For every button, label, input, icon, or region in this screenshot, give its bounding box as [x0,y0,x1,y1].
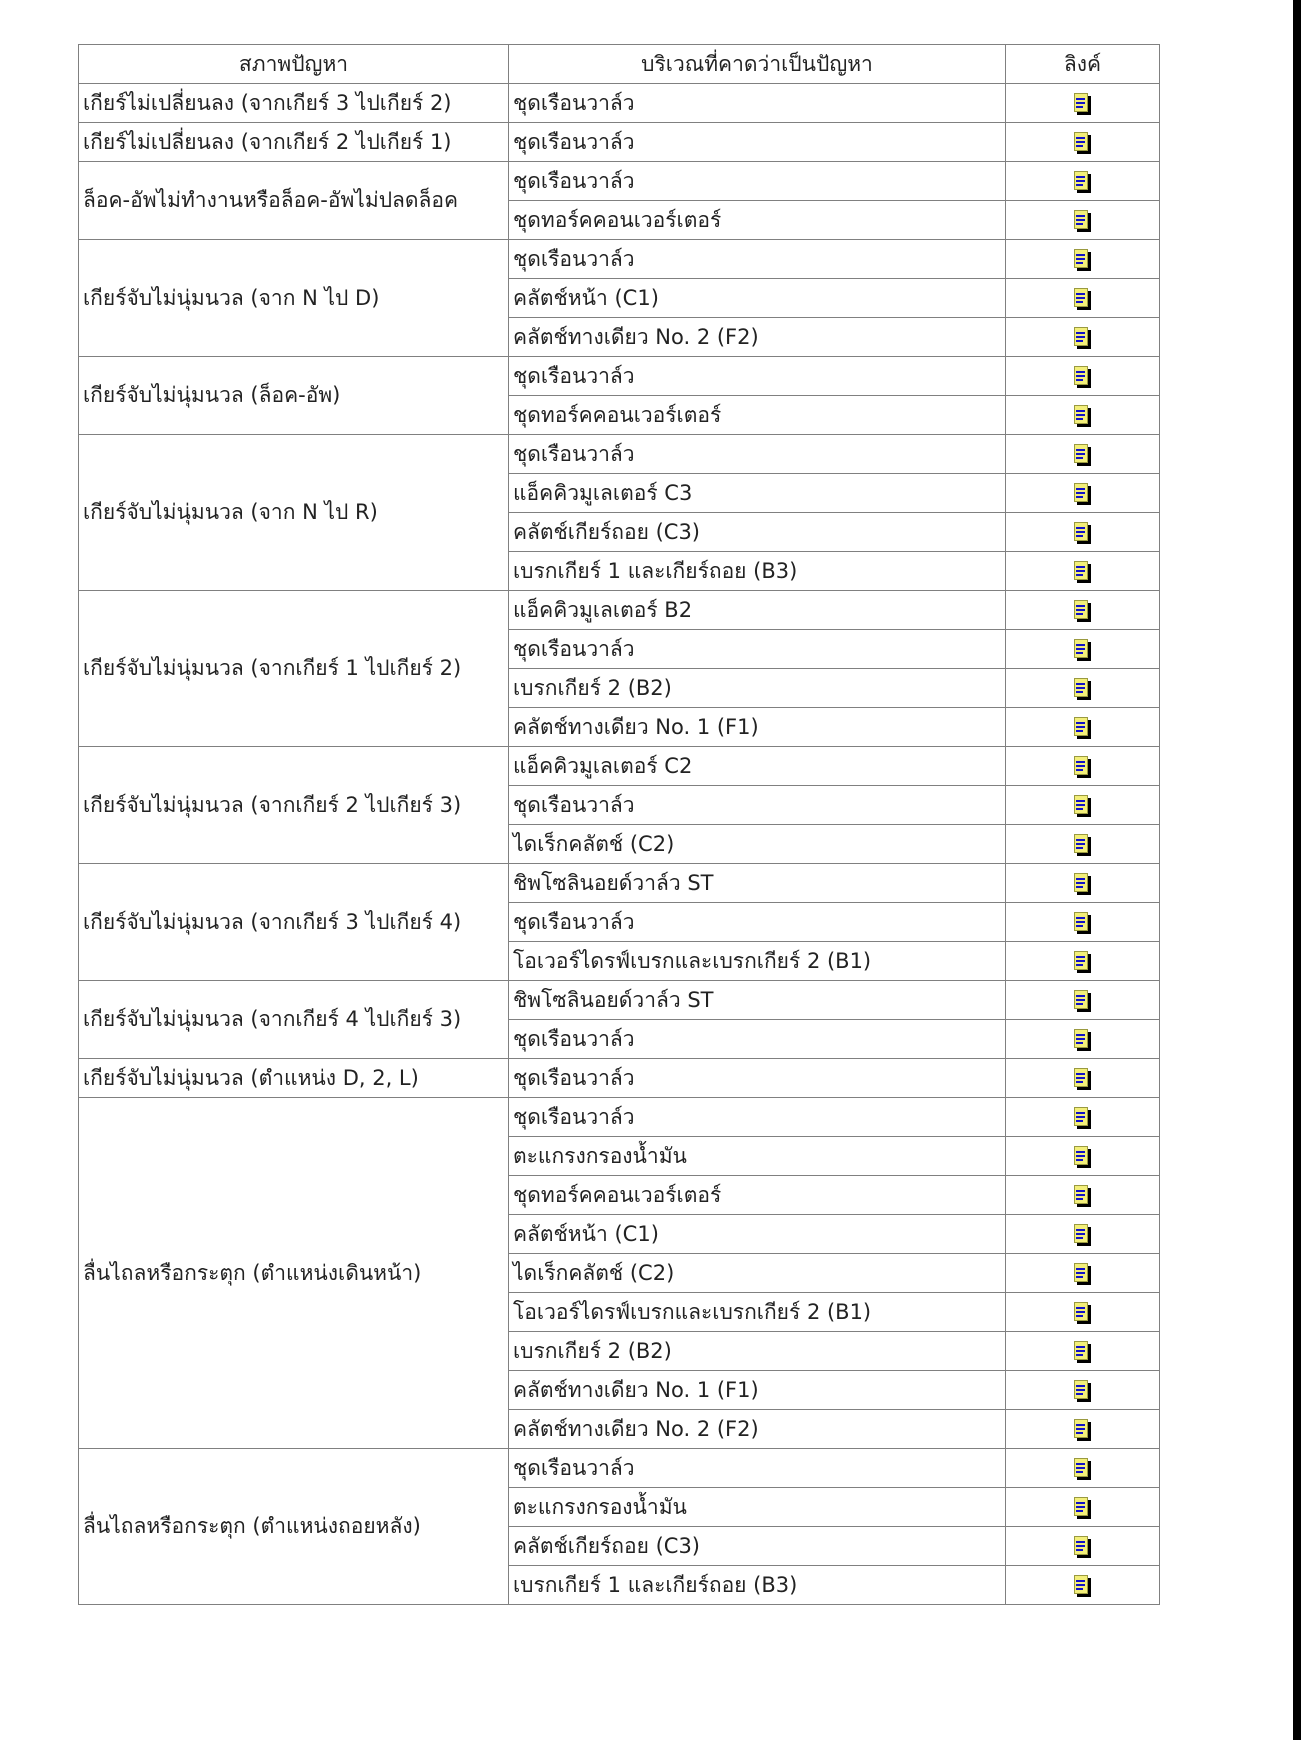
suspect-area-cell: โอเวอร์ไดรฟ์เบรกและเบรกเกียร์ 2 (B1) [509,942,1006,981]
link-cell [1006,825,1160,864]
suspect-area-cell: เบรกเกียร์ 2 (B2) [509,1332,1006,1371]
suspect-area-cell: คลัตช์ทางเดียว No. 1 (F1) [509,708,1006,747]
suspect-area-cell: ชุดเรือนวาล์ว [509,1449,1006,1488]
symptom-cell: ลื่นไถลหรือกระตุก (ตำแหน่งถอยหลัง) [79,1449,509,1605]
document-link-icon[interactable] [1074,1146,1091,1168]
suspect-area-cell: ชุดทอร์คคอนเวอร์เตอร์ [509,1176,1006,1215]
link-cell [1006,318,1160,357]
link-cell [1006,357,1160,396]
suspect-area-cell: แอ็คคิวมูเลเตอร์ B2 [509,591,1006,630]
link-cell [1006,708,1160,747]
table-row [79,84,1160,123]
suspect-area-cell: ไดเร็กคลัตช์ (C2) [509,1254,1006,1293]
symptom-cell: เกียร์จับไม่นุ่มนวล (ล็อค-อัพ) [79,357,509,435]
table-row [79,357,1160,396]
document-link-icon[interactable] [1074,678,1091,700]
suspect-area-cell: แอ็คคิวมูเลเตอร์ C3 [509,474,1006,513]
symptom-cell: เกียร์จับไม่นุ่มนวล (จากเกียร์ 3 ไปเกียร์ 4) [79,864,509,981]
document-link-icon[interactable] [1074,1302,1091,1324]
link-cell [1006,1566,1160,1605]
link-cell [1006,396,1160,435]
suspect-area-cell: ชุดเรือนวาล์ว [509,1059,1006,1098]
suspect-area-cell: ชุดเรือนวาล์ว [509,240,1006,279]
link-cell [1006,942,1160,981]
document-link-icon[interactable] [1074,600,1091,622]
suspect-area-cell: ชุดทอร์คคอนเวอร์เตอร์ [509,396,1006,435]
link-cell [1006,1293,1160,1332]
link-cell [1006,747,1160,786]
table-row [79,864,1160,903]
document-link-icon[interactable] [1074,717,1091,739]
suspect-area-cell: โอเวอร์ไดรฟ์เบรกและเบรกเกียร์ 2 (B1) [509,1293,1006,1332]
link-cell [1006,1098,1160,1137]
document-link-icon[interactable] [1074,132,1091,154]
symptom-cell: ลื่นไถลหรือกระตุก (ตำแหน่งเดินหน้า) [79,1098,509,1449]
document-link-icon[interactable] [1074,1575,1091,1597]
document-link-icon[interactable] [1074,405,1091,427]
link-cell [1006,474,1160,513]
suspect-area-cell: ชุดเรือนวาล์ว [509,1098,1006,1137]
suspect-area-cell: ชุดเรือนวาล์ว [509,123,1006,162]
document-link-icon[interactable] [1074,1263,1091,1285]
document-link-icon[interactable] [1074,639,1091,661]
suspect-area-cell: แอ็คคิวมูเลเตอร์ C2 [509,747,1006,786]
document-link-icon[interactable] [1074,366,1091,388]
suspect-area-cell: คลัตช์หน้า (C1) [509,1215,1006,1254]
document-link-icon[interactable] [1074,1497,1091,1519]
symptom-cell: ล็อค-อัพไม่ทำงานหรือล็อค-อัพไม่ปลดล็อค [79,162,509,240]
header-symptom: สภาพปัญหา [79,45,509,84]
suspect-area-cell: ชุดเรือนวาล์ว [509,357,1006,396]
header-suspect-area: บริเวณที่คาดว่าเป็นปัญหา [509,45,1006,84]
table-header-row [79,45,1160,84]
document-link-icon[interactable] [1074,327,1091,349]
document-link-icon[interactable] [1074,951,1091,973]
symptom-cell: เกียร์จับไม่นุ่มนวล (ตำแหน่ง D, 2, L) [79,1059,509,1098]
document-link-icon[interactable] [1074,1107,1091,1129]
link-cell [1006,864,1160,903]
link-cell [1006,201,1160,240]
document-link-icon[interactable] [1074,1185,1091,1207]
link-cell [1006,279,1160,318]
document-link-icon[interactable] [1074,756,1091,778]
link-cell [1006,981,1160,1020]
symptom-cell: เกียร์จับไม่นุ่มนวล (จาก N ไป D) [79,240,509,357]
link-cell [1006,1410,1160,1449]
document-link-icon[interactable] [1074,288,1091,310]
table-row [79,981,1160,1020]
document-link-icon[interactable] [1074,795,1091,817]
table-row [79,1449,1160,1488]
document-link-icon[interactable] [1074,873,1091,895]
table-row [79,1059,1160,1098]
symptom-cell: เกียร์ไม่เปลี่ยนลง (จากเกียร์ 3 ไปเกียร์ 2) [79,84,509,123]
link-cell [1006,84,1160,123]
link-cell [1006,1527,1160,1566]
suspect-area-cell: ตะแกรงกรองน้ำมัน [509,1488,1006,1527]
document-link-icon[interactable] [1074,1224,1091,1246]
table-row [79,435,1160,474]
link-cell [1006,513,1160,552]
link-cell [1006,1137,1160,1176]
link-cell [1006,1059,1160,1098]
suspect-area-cell: ชุดเรือนวาล์ว [509,162,1006,201]
document-link-icon[interactable] [1074,1536,1091,1558]
document-link-icon[interactable] [1074,1458,1091,1480]
symptom-cell: เกียร์จับไม่นุ่มนวล (จากเกียร์ 2 ไปเกียร์ 3) [79,747,509,864]
suspect-area-cell: ตะแกรงกรองน้ำมัน [509,1137,1006,1176]
table-row [79,1098,1160,1137]
suspect-area-cell: คลัตช์เกียร์ถอย (C3) [509,513,1006,552]
suspect-area-cell: เบรกเกียร์ 2 (B2) [509,669,1006,708]
link-cell [1006,1488,1160,1527]
document-link-icon[interactable] [1074,249,1091,271]
table-row [79,747,1160,786]
link-cell [1006,1449,1160,1488]
suspect-area-cell: เบรกเกียร์ 1 และเกียร์ถอย (B3) [509,552,1006,591]
symptom-cell: เกียร์จับไม่นุ่มนวล (จากเกียร์ 4 ไปเกียร์ 3) [79,981,509,1059]
suspect-area-cell: คลัตช์ทางเดียว No. 1 (F1) [509,1371,1006,1410]
table-row [79,591,1160,630]
document-link-icon[interactable] [1074,912,1091,934]
suspect-area-cell: ชิพโซลินอยด์วาล์ว ST [509,981,1006,1020]
link-cell [1006,162,1160,201]
link-cell [1006,1020,1160,1059]
suspect-area-cell: คลัตช์เกียร์ถอย (C3) [509,1527,1006,1566]
document-link-icon[interactable] [1074,93,1091,115]
table-row [79,123,1160,162]
document-link-icon[interactable] [1074,1380,1091,1402]
link-cell [1006,630,1160,669]
symptom-cell: เกียร์จับไม่นุ่มนวล (จากเกียร์ 1 ไปเกียร์ 2) [79,591,509,747]
symptom-cell: เกียร์ไม่เปลี่ยนลง (จากเกียร์ 2 ไปเกียร์ 1) [79,123,509,162]
document-link-icon[interactable] [1074,171,1091,193]
document-link-icon[interactable] [1074,444,1091,466]
symptom-cell: เกียร์จับไม่นุ่มนวล (จาก N ไป R) [79,435,509,591]
suspect-area-cell: คลัตช์หน้า (C1) [509,279,1006,318]
link-cell [1006,903,1160,942]
link-cell [1006,591,1160,630]
document-link-icon[interactable] [1074,1068,1091,1090]
document-link-icon[interactable] [1074,1029,1091,1051]
document-link-icon[interactable] [1074,834,1091,856]
link-cell [1006,240,1160,279]
suspect-area-cell: ไดเร็กคลัตช์ (C2) [509,825,1006,864]
suspect-area-cell: ชุดเรือนวาล์ว [509,1020,1006,1059]
header-link: ลิงค์ [1006,45,1160,84]
table-row [79,162,1160,201]
link-cell [1006,1371,1160,1410]
suspect-area-cell: ชุดทอร์คคอนเวอร์เตอร์ [509,201,1006,240]
link-cell [1006,1332,1160,1371]
suspect-area-cell: ชุดเรือนวาล์ว [509,903,1006,942]
document-link-icon[interactable] [1074,1341,1091,1363]
suspect-area-cell: ชุดเรือนวาล์ว [509,630,1006,669]
document-link-icon[interactable] [1074,990,1091,1012]
suspect-area-cell: คลัตช์ทางเดียว No. 2 (F2) [509,1410,1006,1449]
window-edge [1293,0,1301,1740]
link-cell [1006,1215,1160,1254]
document-link-icon[interactable] [1074,483,1091,505]
link-cell [1006,669,1160,708]
suspect-area-cell: ชุดเรือนวาล์ว [509,786,1006,825]
document-link-icon[interactable] [1074,522,1091,544]
link-cell [1006,1254,1160,1293]
suspect-area-cell: คลัตช์ทางเดียว No. 2 (F2) [509,318,1006,357]
document-link-icon[interactable] [1074,1419,1091,1441]
suspect-area-cell: ชุดเรือนวาล์ว [509,84,1006,123]
suspect-area-cell: เบรกเกียร์ 1 และเกียร์ถอย (B3) [509,1566,1006,1605]
link-cell [1006,435,1160,474]
link-cell [1006,552,1160,591]
troubleshooting-table [78,44,1160,1605]
link-cell [1006,786,1160,825]
suspect-area-cell: ชิพโซลินอยด์วาล์ว ST [509,864,1006,903]
table-body [79,84,1160,1605]
table-row [79,240,1160,279]
link-cell [1006,1176,1160,1215]
document-link-icon[interactable] [1074,210,1091,232]
link-cell [1006,123,1160,162]
document-link-icon[interactable] [1074,561,1091,583]
suspect-area-cell: ชุดเรือนวาล์ว [509,435,1006,474]
